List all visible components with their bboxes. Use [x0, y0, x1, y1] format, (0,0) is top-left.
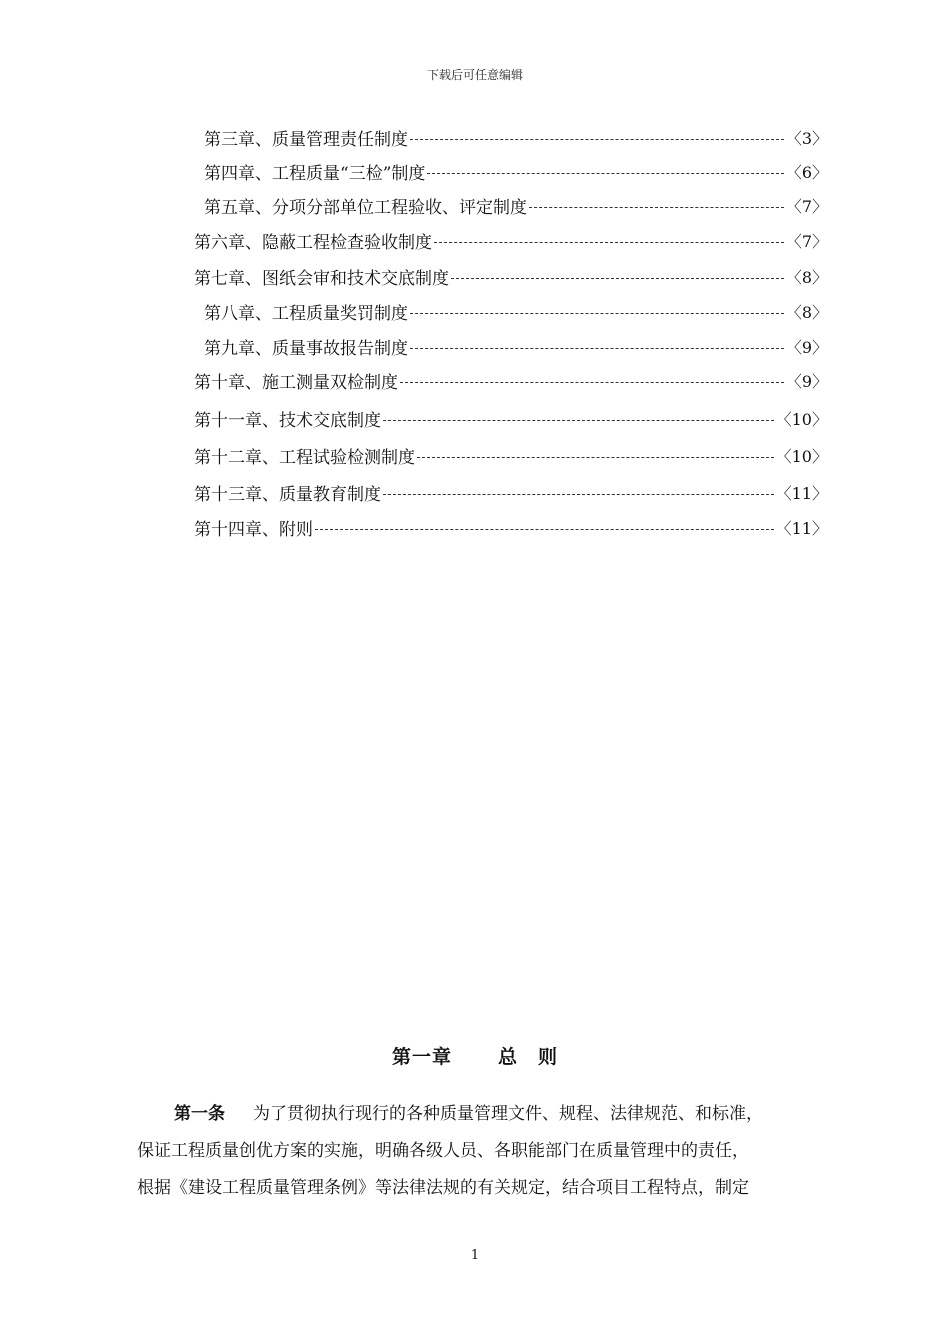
toc-entry-page: 〈11〉 — [775, 518, 828, 538]
toc-entry-title: 第十章、施工测量双检制度 — [194, 372, 398, 393]
chapter-heading — [0, 1042, 950, 1069]
toc-entry-page: 〈7〉 — [785, 231, 828, 251]
paragraph-line — [137, 1170, 837, 1207]
toc-entry-page: 〈8〉 — [785, 302, 828, 322]
toc-entry[interactable] — [194, 514, 828, 540]
toc-entry[interactable] — [194, 442, 828, 468]
toc-entry[interactable] — [194, 405, 828, 431]
paragraph-text: 根据《建设工程质量管理条例》等法律法规的有关规定，结合项目工程特点，制定 — [137, 1178, 749, 1198]
toc-entry-page: 〈11〉 — [775, 483, 828, 503]
toc-entry-page: 〈3〉 — [785, 128, 828, 148]
toc-entry-title: 第六章、隐蔽工程检查验收制度 — [194, 232, 432, 253]
toc-entry-title: 第九章、质量事故报告制度 — [204, 338, 408, 359]
toc-entry[interactable] — [194, 479, 828, 505]
toc-leader-dashes — [315, 529, 774, 530]
toc-entry[interactable] — [204, 333, 828, 359]
page-header: 下载后可任意编辑 — [426, 68, 523, 82]
toc-leader-dashes — [410, 348, 784, 349]
toc-entry[interactable] — [194, 227, 828, 253]
toc-entry-page: 〈9〉 — [785, 337, 828, 357]
paragraph-line — [137, 1133, 837, 1170]
toc-leader-dashes — [529, 207, 784, 208]
toc-leader-dashes — [417, 457, 774, 458]
toc-entry-title: 第十二章、工程试验检测制度 — [194, 447, 415, 468]
toc-leader-dashes — [410, 313, 784, 314]
toc-entry-title: 第七章、图纸会审和技术交底制度 — [194, 268, 449, 289]
toc-entry[interactable] — [194, 263, 828, 289]
toc-entry-title: 第八章、工程质量奖罚制度 — [204, 303, 408, 324]
toc-entry-title: 第十三章、质量教育制度 — [194, 484, 381, 505]
toc-entry[interactable] — [204, 192, 828, 218]
toc-entry[interactable] — [204, 124, 828, 150]
paragraph-text: 为了贯彻执行现行的各种质量管理文件、规程、法律规范、和标准， — [253, 1104, 763, 1124]
toc-leader-dashes — [410, 139, 784, 140]
toc-entry-title: 第十一章、技术交底制度 — [194, 410, 381, 431]
paragraph-text: 保证工程质量创优方案的实施，明确各级人员、各职能部门在质量管理中的责任， — [137, 1141, 749, 1161]
paragraph-line — [137, 1096, 837, 1133]
toc-entry-title: 第三章、质量管理责任制度 — [204, 129, 408, 150]
toc-entry-title: 第五章、分项分部单位工程验收、评定制度 — [204, 197, 527, 218]
toc-entry-page: 〈10〉 — [775, 446, 828, 466]
page-number: 1 — [470, 1248, 480, 1263]
toc-entry-page: 〈10〉 — [775, 409, 828, 429]
toc-entry-page: 〈8〉 — [785, 267, 828, 287]
toc-entry[interactable] — [204, 298, 828, 324]
toc-entry-title: 第十四章、附则 — [194, 519, 313, 540]
toc-leader-dashes — [383, 420, 774, 421]
toc-leader-dashes — [451, 278, 784, 279]
toc-leader-dashes — [383, 494, 774, 495]
toc-entry[interactable] — [194, 367, 828, 393]
toc-entry[interactable] — [204, 158, 828, 184]
toc-leader-dashes — [434, 242, 784, 243]
article-label: 第一条 — [174, 1104, 225, 1124]
chapter-title: 总 则 — [498, 1046, 559, 1068]
toc-entry-page: 〈7〉 — [785, 196, 828, 216]
toc-entry-title: 第四章、工程质量“三检”制度 — [204, 163, 426, 184]
toc-entry-page: 〈6〉 — [785, 162, 828, 182]
toc-leader-dashes — [427, 173, 783, 174]
toc-entry-page: 〈9〉 — [785, 371, 828, 391]
toc-leader-dashes — [400, 382, 784, 383]
chapter-number: 第一章 — [391, 1046, 452, 1068]
article-paragraph — [137, 1096, 837, 1207]
